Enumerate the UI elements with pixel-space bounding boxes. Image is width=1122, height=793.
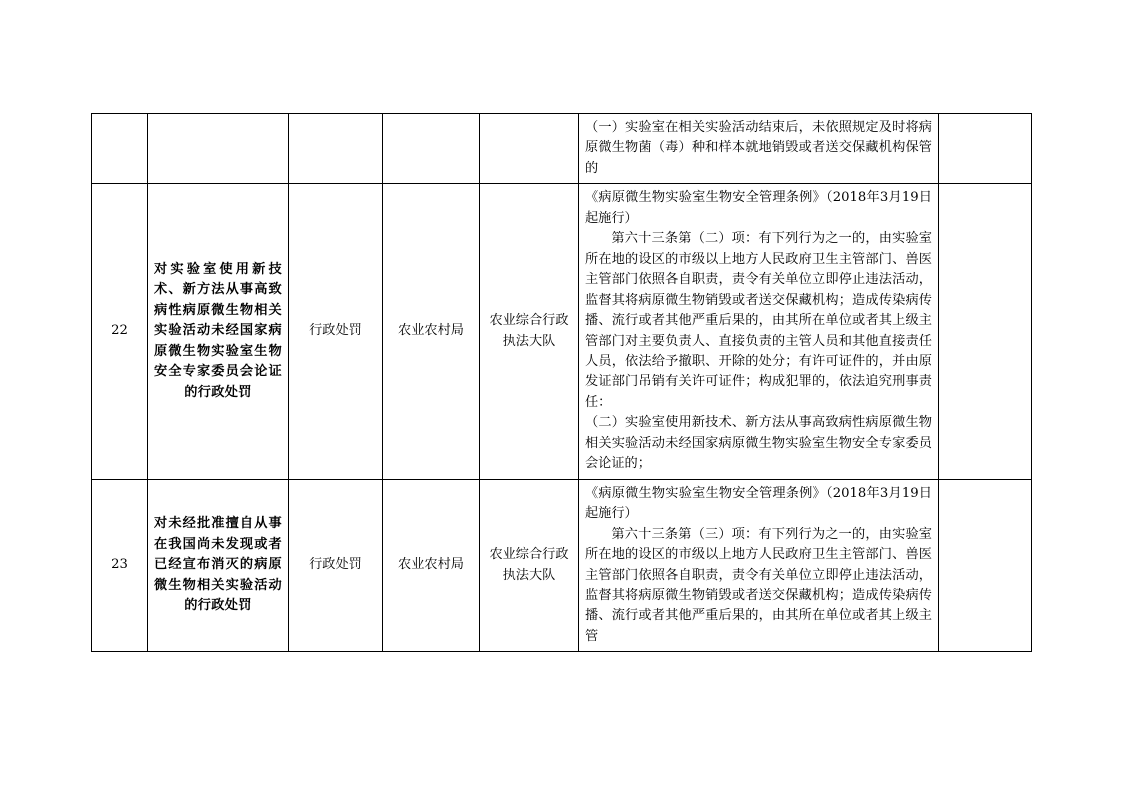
legal-basis-paragraph: （一）实验室在相关实验活动结束后，未依照规定及时将病原微生物菌（毒）种和样本就地销毁或者送交保藏机构保管的 [585,120,932,176]
regulation-table [91,113,1032,652]
legal-basis-paragraph: 《病原微生物实验室生物安全管理条例》（2018年3月19日起施行） [585,190,932,226]
cell-legal-basis [579,184,939,479]
cell-department [383,114,480,184]
legal-basis-paragraph: 第六十三条第（三）项：有下列行为之一的，由实验室所在地的设区的市级以上地方人民政府卫生主管部门、兽医主管部门依照各自职责，责令有关单位立即停止违法活动，监督其将病原微生物销毁或者送交保藏机构；造成传染病传播、流行或者其他严重后果的，由其所在单位或者其上级主管 [585,526,932,644]
cell-legal-basis [579,479,939,652]
legal-basis-paragraph: （二）实验室使用新技术、新方法从事高致病性病原微生物相关实验活动未经国家病原微生物实验室生物安全专家委员会论证的； [585,415,932,472]
cell-legal-basis [579,114,939,184]
cell-number: 22 [92,184,148,479]
cell-category: 行政处罚 [289,479,383,652]
cell-item-name [148,114,289,184]
cell-remark [939,114,1032,184]
cell-department: 农业农村局 [383,479,480,652]
cell-department: 农业农村局 [383,184,480,479]
cell-item-name: 对未经批准擅自从事在我国尚未发现或者已经宣布消灭的病原微生物相关实验活动的行政处罚 [148,479,289,652]
cell-category [289,114,383,184]
cell-remark [939,479,1032,652]
legal-basis-paragraph: 《病原微生物实验室生物安全管理条例》（2018年3月19日起施行） [585,485,932,522]
cell-agency: 农业综合行政执法大队 [480,184,579,479]
table-row [92,114,1032,184]
cell-category: 行政处罚 [289,184,383,479]
cell-number: 23 [92,479,148,652]
cell-number [92,114,148,184]
cell-agency [480,114,579,184]
cell-agency: 农业综合行政执法大队 [480,479,579,652]
cell-remark [939,184,1032,479]
cell-item-name: 对实验室使用新技术、新方法从事高致病性病原微生物相关实验活动未经国家病原微生物实验室生物安全专家委员会论证的行政处罚 [148,184,289,479]
table-row [92,184,1032,479]
legal-basis-paragraph: 第六十三条第（二）项：有下列行为之一的，由实验室所在地的设区的市级以上地方人民政府卫生主管部门、兽医主管部门依照各自职责，责令有关单位立即停止违法活动，监督其将病原微生物销毁或者送交保藏机构；造成传染病传播、流行或者其他严重后果的，由其所在单位或者其上级主管部门对主要负责人、直接负责的主管人员和其他直接责任人员，依法给予撤职、开除的处分；有许可证件的，并由原发证部门吊销有关许可证件；构成犯罪的，依法追究刑事责任： [585,231,932,410]
table-row [92,479,1032,652]
